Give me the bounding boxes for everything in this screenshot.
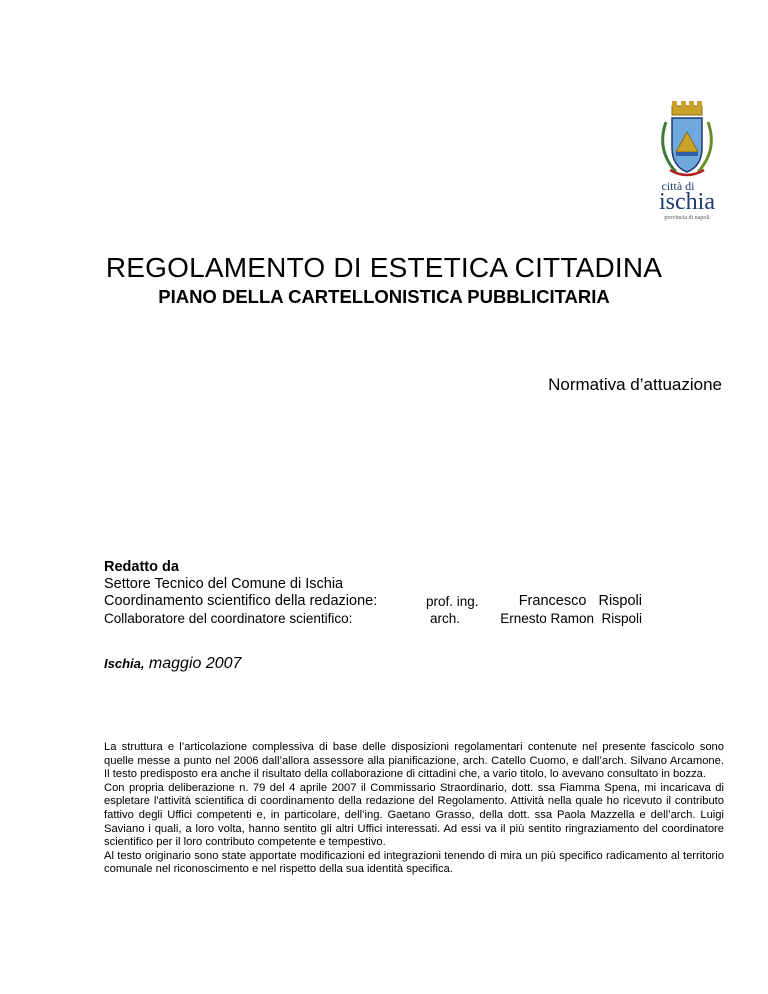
collaborator-role: arch. [430,611,461,626]
place-date [104,655,241,673]
document-subtitle: PIANO DELLA CARTELLONISTICA PUBBLICITARIA [158,286,610,307]
credits-collaborator-row [104,610,664,627]
document-type: Normativa d’attuazione [548,375,722,394]
collaborator-name: Ernesto Ramon Rispoli [500,611,642,626]
city-logo [632,100,742,220]
paragraph-2: Con propria deliberazione n. 79 del 4 aprile 2007 il Commissario Straordinario, dott. ssa Fiamma Spena, mi incaricava di espletare l'attività scientifica di coordinamento della redazione del Regolamento. Attività nella quale ho ricevuto il contributo fattivo degli Uffici competenti e, in particolare, dell’ing. Gaetano Grasso, della dott. ssa Paola Mazzella e dell’arch. Luigi Saviano i quali, a loro volta, hanno sentito gli altri Uffici interessati. Ad essi va il più sentito ringraziamento del coordinatore scientifico per il loro contributo competente e tempestivo. [104,781,724,849]
document-date: maggio 2007 [148,655,242,672]
paragraph-3: Al testo originario sono state apportate modificazioni ed integrazioni tenendo di mira un più specifico radicamento al territorio comunale nel riconoscimento e nel rispetto della sua identità specifica. [104,849,724,876]
credits-office-row [104,576,664,593]
ischia-coat-of-arms-icon [632,100,742,182]
credits-coordinator-row [104,593,664,610]
credits-office: Settore Tecnico del Comune di Ischia [104,576,344,592]
logo-city-prefix: città di [661,179,695,193]
credits-heading: Redatto da [104,559,179,575]
paragraph-1: La struttura e l’articolazione complessiva di base delle disposizioni regolamentari contenute nel presente fascicolo sono quelle messe a punto nel 2006 dall’allora assessore alla pianificazione, arch. Catello Cuomo, e dall’arch. Silvano Arcamone. Il testo predisposto era anche il risultato della collaborazione di cittadini che, a vario titolo, lo avevano consultato in bozza. [104,741,724,781]
logo-city-name: ischia [659,189,715,215]
logo-province: provincia di napoli [664,215,710,221]
coordinator-role: prof. ing. [426,594,479,609]
document-title: REGOLAMENTO DI ESTETICA CITTADINA [105,252,663,283]
coordinator-label: Coordinamento scientifico della redazione: [104,593,378,609]
coordinator-name: Francesco Rispoli [518,593,642,609]
place-name: Ischia, [104,656,145,671]
introduction-text [104,741,724,877]
collaborator-label: Collaboratore del coordinatore scientifico: [104,611,353,626]
credits-block [104,558,664,627]
